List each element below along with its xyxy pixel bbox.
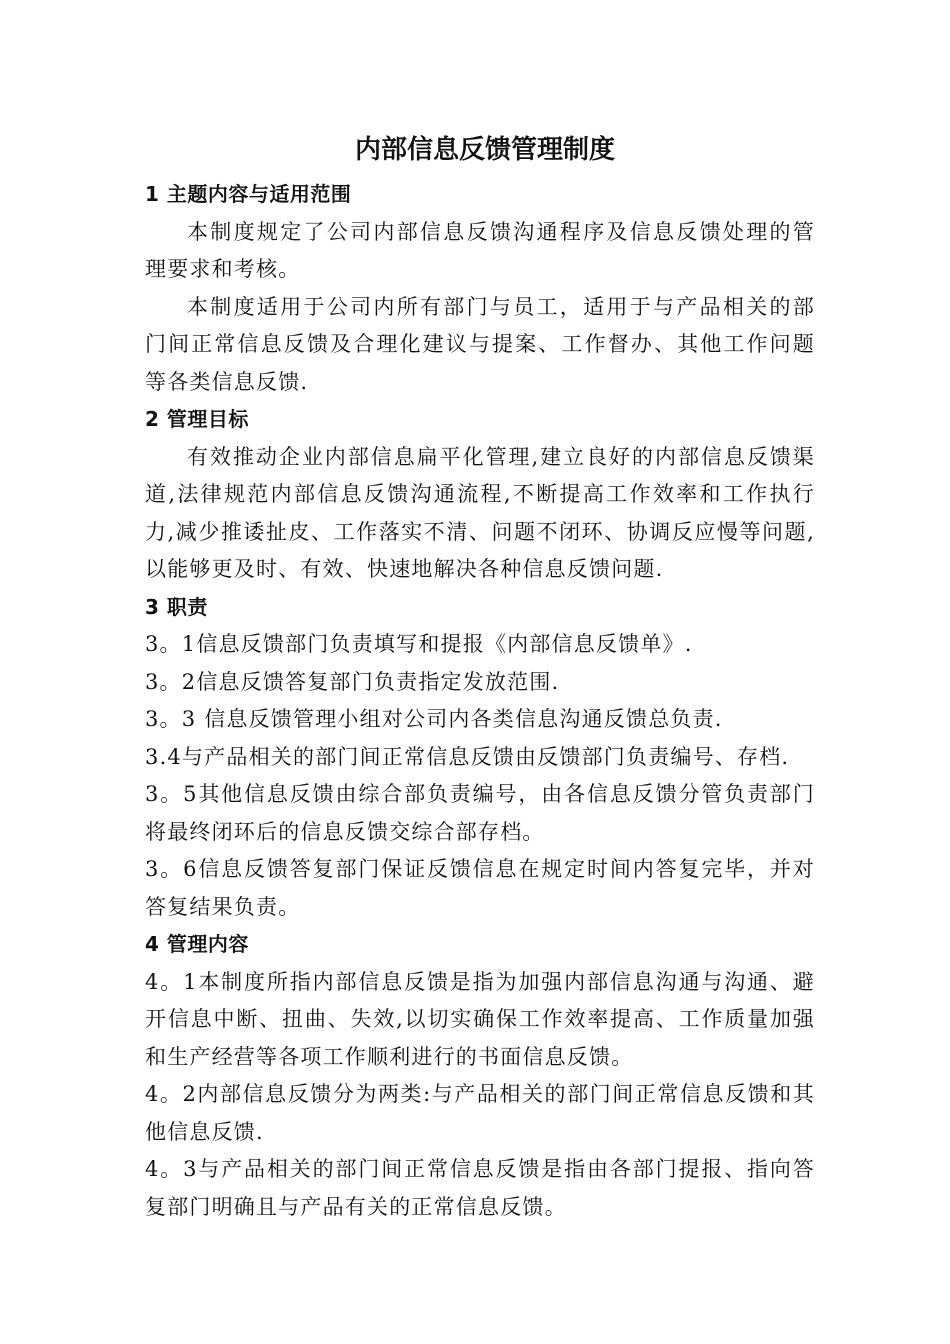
section-heading: 4 管理内容	[145, 932, 249, 956]
paragraph-line: 复部门明确且与产品有关的正常信息反馈。	[145, 1194, 567, 1219]
section-heading: 2 管理目标	[145, 407, 249, 431]
section-4	[145, 926, 815, 1226]
document-title: 内部信息反馈管理制度	[354, 135, 615, 165]
paragraph-line: 有效推动企业内部信息扁平化管理,建立良好的内部信息反馈渠	[187, 444, 815, 469]
paragraph-line: 3。1信息反馈部门负责填写和提报《内部信息反馈单》.	[145, 632, 693, 656]
paragraph-line: 本制度适用于公司内所有部门与员工，适用于与产品相关的部	[187, 294, 815, 319]
section-1	[145, 176, 815, 401]
paragraph-line: 3。3 信息反馈管理小组对公司内各类信息沟通反馈总负责.	[145, 707, 723, 731]
paragraph-line: 答复结果负责。	[145, 894, 301, 919]
paragraph-line: 等各类信息反馈.	[145, 369, 309, 394]
paragraph-line: 3。6信息反馈答复部门保证反馈信息在规定时间内答复完毕，并对	[145, 857, 815, 881]
document-page	[145, 128, 815, 1226]
paragraph-line: 将最终闭环后的信息反馈交综合部存档。	[145, 819, 545, 844]
paragraph-line: 以能够更及时、有效、快速地解决各种信息反馈问题.	[145, 557, 664, 581]
paragraph-line: 4。2内部信息反馈分为两类:与产品相关的部门间正常信息反馈和其	[145, 1082, 815, 1106]
paragraph-line: 4。1本制度所指内部信息反馈是指为加强内部信息沟通与沟通、避	[145, 969, 815, 994]
paragraph-line: 和生产经营等各项工作顺利进行的书面信息反馈。	[145, 1044, 634, 1069]
paragraph-line: 本制度规定了公司内部信息反馈沟通程序及信息反馈处理的管	[187, 219, 815, 244]
section-3	[145, 589, 815, 927]
section-2	[145, 401, 815, 589]
section-heading: 1 主题内容与适用范围	[145, 182, 352, 206]
paragraph-line: 3.4与产品相关的部门间正常信息反馈由反馈部门负责编号、存档.	[145, 744, 790, 769]
paragraph-line: 力,减少推诿扯皮、工作落实不清、问题不闭环、协调反应慢等问题,	[145, 519, 815, 544]
paragraph-line: 开信息中断、扭曲、失效,以切实确保工作效率提高、工作质量加强	[145, 1007, 815, 1031]
paragraph-line: 门间正常信息反馈及合理化建议与提案、工作督办、其他工作问题	[145, 332, 815, 356]
paragraph-line: 他信息反馈.	[145, 1119, 264, 1144]
paragraph-line: 3。5其他信息反馈由综合部负责编号，由各信息反馈分管负责部门	[145, 782, 815, 806]
paragraph-line: 理要求和考核。	[145, 257, 301, 281]
paragraph-line: 道,法律规范内部信息反馈沟通流程,不断提高工作效率和工作执行	[145, 482, 815, 506]
paragraph-line: 3。2信息反馈答复部门负责指定发放范围.	[145, 669, 560, 694]
paragraph-line: 4。3与产品相关的部门间正常信息反馈是指由各部门提报、指向答	[145, 1157, 815, 1181]
section-heading: 3 职责	[145, 594, 208, 619]
